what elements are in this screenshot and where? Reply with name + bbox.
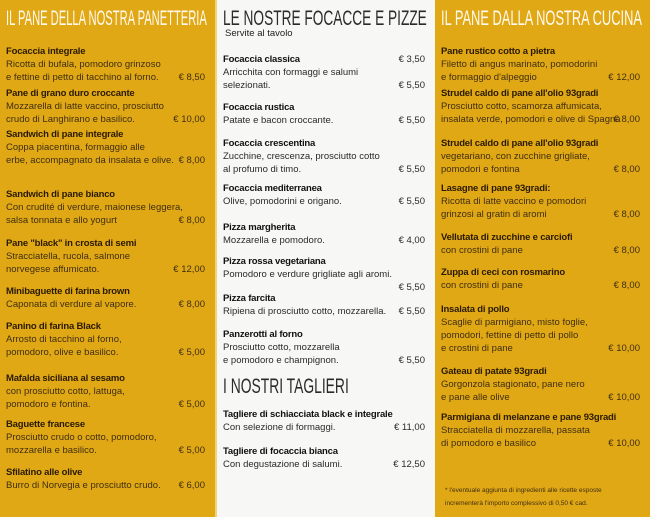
menu-item-name: Pizza rossa vegetariana	[223, 256, 326, 267]
menu-item-description: Gorgonzola stagionato, pane nero	[441, 379, 585, 390]
menu-item-price: € 5,00	[178, 445, 205, 456]
menu-item-description: erbe, accompagnato da insalata e olive.	[6, 155, 174, 166]
menu-item-line	[441, 100, 640, 113]
menu-item-line	[441, 71, 640, 84]
menu-item-description: e pomodoro e champignon.	[223, 355, 339, 366]
menu-item-title-line	[6, 320, 205, 333]
menu-item-title-line	[223, 101, 425, 114]
menu-item-line	[6, 71, 205, 84]
menu-item-line	[441, 113, 640, 126]
menu-item-name: Lasagne di pane 93gradi:	[441, 183, 551, 194]
menu-item-name: Gateau di patate 93gradi	[441, 366, 547, 377]
menu-item-name: Pane rustico cotto a pietra	[441, 46, 555, 57]
footnote	[445, 484, 644, 510]
menu-item	[223, 182, 425, 208]
menu-item	[6, 237, 205, 276]
menu-item-description: Prosciutto crudo o cotto, pomodoro,	[6, 432, 157, 443]
menu-item-description: Mozzarella di latte vaccino, prosciutto	[6, 101, 164, 112]
menu-item-price: € 5,50	[398, 115, 425, 126]
menu-item	[223, 101, 425, 127]
menu-item-line	[441, 195, 640, 208]
menu-item-line	[223, 305, 425, 318]
menu-item-description: Prosciutto cotto, scamorza affumicata,	[441, 101, 602, 112]
menu-item-name: Focaccia classica	[223, 54, 300, 65]
menu-item	[6, 418, 205, 457]
menu-item-title-line	[223, 408, 425, 421]
menu-item-name: Focaccia mediterranea	[223, 183, 322, 194]
menu-item	[441, 266, 640, 292]
menu-item-name: Pizza margherita	[223, 222, 296, 233]
menu-item-description: Arrosto di tacchino al forno,	[6, 334, 122, 345]
menu-item-title-line	[6, 128, 205, 141]
menu-item-line	[6, 214, 205, 227]
menu-item	[6, 466, 205, 492]
menu-item-description: e pane alle olive	[441, 392, 510, 403]
menu-item-line	[441, 437, 640, 450]
menu-item	[441, 137, 640, 176]
menu-item-title-line	[441, 365, 640, 378]
menu-item	[441, 182, 640, 221]
menu-item-description: Olive, pomodorini e origano.	[223, 196, 342, 207]
menu-item	[441, 231, 640, 257]
menu-item	[441, 45, 640, 84]
menu-item-description: Patate e bacon croccante.	[223, 115, 334, 126]
menu-item-line	[223, 163, 425, 176]
menu-item-name: Strudel caldo di pane all'olio 93gradi	[441, 138, 599, 149]
menu-item-title-line	[441, 266, 640, 279]
menu-item-price: € 8,50	[178, 72, 205, 83]
menu-item-description: Caponata di verdure al vapore.	[6, 299, 137, 310]
menu-item-line	[441, 163, 640, 176]
menu-item-line	[6, 346, 205, 359]
menu-item-description: insalata verde, pomodori e olive di Spagna	[441, 114, 621, 125]
footnote-line: incrementerà l'importo complessivo di 0,50 € cad.	[445, 500, 588, 507]
menu-item-description: Arricchita con formaggi e salumi	[223, 67, 359, 78]
footnote-line: * l'eventuale aggiunta di ingredienti alle ricette esposte	[445, 487, 602, 494]
menu-item-price: € 5,50	[398, 80, 425, 91]
menu-item	[441, 365, 640, 404]
menu-item-title-line	[441, 231, 640, 244]
menu-item-description: e crostini di pane	[441, 343, 513, 354]
menu-item	[6, 320, 205, 359]
menu-item-line	[223, 234, 425, 247]
menu-item-name: Focaccia integrale	[6, 46, 86, 57]
menu-item-line	[6, 58, 205, 71]
menu-item-name: Vellutata di zucchine e carciofi	[441, 232, 573, 243]
menu-item-price: € 11,00	[394, 422, 425, 433]
menu-item-price: € 8,00	[613, 280, 640, 291]
menu-item	[6, 285, 205, 311]
menu-item-line	[441, 58, 640, 71]
menu-item	[441, 87, 640, 126]
menu-item-title-line	[223, 221, 425, 234]
menu-item-name: Minibaguette di farina brown	[6, 286, 130, 297]
menu-item-name: Sandwich di pane integrale	[6, 129, 124, 140]
menu-item-line	[223, 195, 425, 208]
menu-item-line	[441, 150, 640, 163]
menu-item-price: € 10,00	[608, 343, 640, 354]
menu-item-line	[441, 329, 640, 342]
menu-item-price: € 8,00	[613, 209, 640, 220]
menu-item	[223, 221, 425, 247]
menu-item-line	[223, 268, 425, 281]
menu-item	[6, 188, 205, 227]
menu-item-name: Focaccia crescentina	[223, 138, 316, 149]
column-cucina	[435, 0, 650, 517]
menu-item-line	[6, 201, 205, 214]
menu-item-description: Con crudité di verdure, maionese leggera,	[6, 202, 183, 213]
menu-item-name: Strudel caldo di pane all'olio 93gradi	[441, 88, 599, 99]
column-focacce-pizze	[215, 0, 435, 517]
menu-item-description: Scaglie di parmigiano, misto foglie,	[441, 317, 588, 328]
menu-item-title-line	[223, 328, 425, 341]
menu-item-title-line	[441, 45, 640, 58]
menu-item-title-line	[223, 445, 425, 458]
menu-item-line	[6, 398, 205, 411]
menu-item-description: norvegese affumicato.	[6, 264, 100, 275]
menu-item-title-line	[441, 137, 640, 150]
menu-item-description: mozzarella e basilico.	[6, 445, 97, 456]
menu-item-price: € 12,00	[173, 264, 205, 275]
menu-item-title-line	[223, 137, 425, 150]
menu-item-description: Ricotta di latte vaccino e pomodori	[441, 196, 587, 207]
menu-item-line	[441, 279, 640, 292]
menu-item	[223, 408, 425, 434]
menu-item-description: selezionati.	[223, 80, 271, 91]
menu-item	[6, 45, 205, 84]
menu-item-name: Parmigiana di melanzane e pane 93gradi	[441, 412, 617, 423]
menu-item-line	[6, 333, 205, 346]
menu-item-line	[223, 341, 425, 354]
menu-item-line	[223, 354, 425, 367]
menu-item-name: Mafalda siciliana al sesamo	[6, 373, 125, 384]
menu-item-description: Ripiena di prosciutto cotto, mozzarella.	[223, 306, 387, 317]
menu-item-price: € 5,50	[398, 355, 425, 366]
menu-item-line	[441, 378, 640, 391]
menu-item-title-line	[6, 285, 205, 298]
menu-item-title-line	[6, 237, 205, 250]
menu-item-description: Con degustazione di salumi.	[223, 459, 343, 470]
menu-item-description: Prosciutto cotto, mozzarella	[223, 342, 340, 353]
menu-item-title-line	[223, 255, 425, 268]
menu-item-description: Ricotta di bufala, pomodoro grinzoso	[6, 59, 161, 70]
menu-item-price: € 5,00	[178, 347, 205, 358]
menu-item-description: Con selezione di formaggi.	[223, 422, 336, 433]
menu-item-name: Pane di grano duro croccante	[6, 88, 135, 99]
menu-item	[441, 303, 640, 355]
menu-item-description: al profumo di timo.	[223, 164, 302, 175]
menu-item-price: € 8,00	[613, 245, 640, 256]
menu-item-line	[223, 458, 425, 471]
menu-item-price: € 8,00	[178, 299, 205, 310]
menu-item-title-line	[6, 45, 205, 58]
menu-item-name: Zuppa di ceci con rosmarino	[441, 267, 565, 278]
menu-item-title-line	[223, 53, 425, 66]
menu-item	[223, 137, 425, 176]
menu-item-price: € 5,50	[398, 196, 425, 207]
menu-item-name: Baguette francese	[6, 419, 85, 430]
menu-item-price: € 8,00	[613, 164, 640, 175]
menu-item-line	[6, 113, 205, 126]
menu-item-price: € 10,00	[173, 114, 205, 125]
menu-item	[223, 292, 425, 318]
menu-item-line	[441, 424, 640, 437]
menu-item-line	[441, 391, 640, 404]
menu-item-description: con crostini di pane	[441, 280, 523, 291]
menu-item-description: Stracciatella, rucola, salmone	[6, 251, 131, 262]
menu-item-line	[441, 244, 640, 257]
menu-item-price: € 4,00	[398, 235, 425, 246]
menu-item-price: € 5,00	[178, 399, 205, 410]
menu-item-description: pomodoro, olive e basilico.	[6, 347, 119, 358]
menu-item-description: di pomodoro e basilico	[441, 438, 537, 449]
menu-item-description: Zucchine, crescenza, prosciutto cotto	[223, 151, 380, 162]
menu-item-line	[6, 385, 205, 398]
menu-item-description: e fettine di petto di tacchino al forno.	[6, 72, 159, 83]
menu-item-line	[441, 342, 640, 355]
section-heading: IL PANE DELLA NOSTRA PANETTERIA	[6, 7, 207, 30]
menu-item-name: Panzerotti al forno	[223, 329, 303, 340]
menu-item-title-line	[441, 87, 640, 100]
section-heading: IL PANE DALLA NOSTRA CUCINA	[441, 7, 642, 30]
menu-item-name: Tagliere di schiacciata black e integrale	[223, 409, 393, 420]
menu-item-line	[6, 298, 205, 311]
menu-item-description: Stracciatella di mozzarella, passata	[441, 425, 590, 436]
menu-item-line	[6, 479, 205, 492]
menu-item	[441, 411, 640, 450]
menu-item-line	[223, 150, 425, 163]
menu-item-name: Insalata di pollo	[441, 304, 510, 315]
menu-item-price: € 10,00	[608, 392, 640, 403]
menu-item-name: Sfilatino alle olive	[6, 467, 83, 478]
menu-item-title-line	[223, 182, 425, 195]
menu-item	[223, 445, 425, 471]
menu-item-line	[223, 421, 425, 434]
menu-item-price: € 5,50	[398, 282, 425, 293]
section-subtitle: Servite al tavolo	[225, 28, 293, 39]
menu-item	[6, 128, 205, 167]
menu-item-name: Panino di farina Black	[6, 321, 101, 332]
menu-item-description: pomodori e fontina	[441, 164, 520, 175]
menu-item-line	[441, 208, 640, 221]
menu-item-description: e formaggio d'alpeggio	[441, 72, 537, 83]
menu-item-line	[6, 141, 205, 154]
menu-item-description: con crostini di pane	[441, 245, 523, 256]
menu-item-line	[223, 114, 425, 127]
menu-item-price: € 10,00	[608, 438, 640, 449]
menu-item-line	[441, 316, 640, 329]
menu-item-description: vegetariano, con zucchine grigliate,	[441, 151, 590, 162]
menu-item-name: Sandwich di pane bianco	[6, 189, 115, 200]
menu-item-description: crudo di Langhirano e basilico.	[6, 114, 135, 125]
menu-item-title-line	[6, 372, 205, 385]
menu-item-line	[6, 100, 205, 113]
menu-item-description: salsa tonnata e allo yogurt	[6, 215, 117, 226]
menu-item-title-line	[223, 292, 425, 305]
menu-item-line	[6, 154, 205, 167]
menu-item-description: grinzosi al gratin di aromi	[441, 209, 547, 220]
menu-item-price: € 8,00	[613, 114, 640, 125]
menu-item-price: € 5,50	[398, 164, 425, 175]
menu-item-title-line	[6, 466, 205, 479]
menu-item-description: pomodoro e fontina.	[6, 399, 91, 410]
menu-item-name: Tagliere di focaccia bianca	[223, 446, 338, 457]
menu-item-line	[223, 66, 425, 79]
menu-item	[223, 53, 425, 92]
menu-item-description: Mozzarella e pomodoro.	[223, 235, 325, 246]
section-heading: LE NOSTRE FOCACCE E PIZZE	[223, 7, 427, 30]
menu-item-description: con prosciutto cotto, lattuga,	[6, 386, 125, 397]
menu-item-line	[223, 79, 425, 92]
menu-item-price: € 6,00	[178, 480, 205, 491]
menu-item-description: Filetto di angus marinato, pomodorini	[441, 59, 598, 70]
menu-item-price: € 3,50	[398, 54, 425, 65]
menu-item-name: Pane "black" in crosta di semi	[6, 238, 137, 249]
section-heading: I NOSTRI TAGLIERI	[223, 375, 349, 398]
menu-item-title-line	[6, 87, 205, 100]
column-panetteria	[0, 0, 215, 517]
menu-item-line	[6, 431, 205, 444]
menu-item-line	[6, 263, 205, 276]
menu-item-price: € 5,50	[398, 306, 425, 317]
menu-item-line	[6, 250, 205, 263]
menu-item-title-line	[6, 418, 205, 431]
menu-item-name: Pizza farcita	[223, 293, 276, 304]
menu-item-description: Burro di Norvegia e prosciutto crudo.	[6, 480, 161, 491]
menu-item	[223, 328, 425, 367]
menu-item-price: € 12,50	[393, 459, 425, 470]
menu-item-description: pomodori, fettine di petto di pollo	[441, 330, 579, 341]
menu-item-line	[6, 444, 205, 457]
menu-item-description: Pomodoro e verdure grigliate agli aromi.	[223, 269, 392, 280]
menu-item-name: Focaccia rustica	[223, 102, 295, 113]
menu-item-price: € 8,00	[178, 215, 205, 226]
menu-item-title-line	[6, 188, 205, 201]
menu-item-title-line	[441, 182, 640, 195]
menu-item-title-line	[441, 411, 640, 424]
menu-item-price: € 8,00	[178, 155, 205, 166]
menu-item-title-line	[441, 303, 640, 316]
menu-item-description: Coppa piacentina, formaggio alle	[6, 142, 145, 153]
menu-item	[6, 87, 205, 126]
menu-item	[6, 372, 205, 411]
menu-item	[223, 255, 425, 294]
menu-item-price: € 12,00	[608, 72, 640, 83]
